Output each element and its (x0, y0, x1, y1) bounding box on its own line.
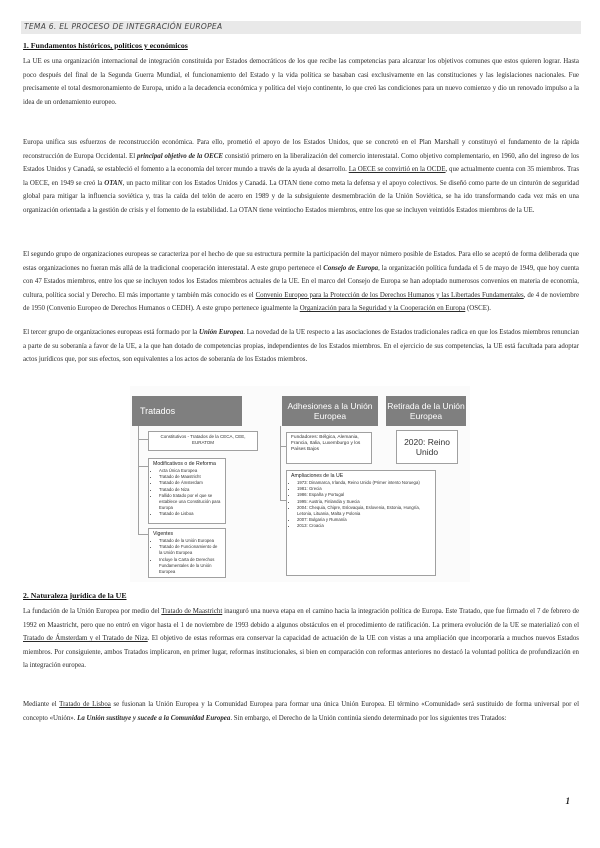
list-item: • Incluye la Carta de Derechos Fundamentales de la Unión Europea (159, 557, 221, 576)
list-item: • 2004: Chequia, Chipre, Eslovaquia, Eslovenia, Estonia, Hungría, Letonia, Lituania, Malta y Polonia (297, 505, 431, 517)
list-item: • Tratado de Niza (159, 487, 221, 493)
page-number: 1 (565, 796, 570, 806)
list-item: • 2007: Bulgaria y Rumanía (297, 517, 431, 523)
vigentes-box (148, 528, 226, 578)
section1-paragraph-4: El tercer grupo de organizaciones europeas está formado por la Unión Europea. La novedad de la UE respecto a las asociaciones de Estados tradicionales radica en que los Estados miembros renuncian a parte de su soberanía a favor de la UE, a la que han dotado de competencias propias, independientes de los Estados miembros. En el ejercicio de sus competencias, la UE está facultada para adoptar actos jurídicos que, por sus efectos, son equivalentes a los actos de soberanía de los Estados miembros. (23, 329, 579, 364)
section1-paragraph-3: El segundo grupo de organizaciones europeas se caracteriza por el hecho de que su estructura permite la participación del mayor número posible de Estados. Para ello se aceptó de forma deliberada que estas organizaciones no fueran más allá de la tradicional cooperación interestatal. A este grupo pertenece el Consejo de Europa, la organización política fundada el 5 de mayo de 1949, que hoy cuenta con 47 Estados miembros, entre los que se incluyen todos los Estados miembros actuales de la UE. En el marco del Consejo de Europa se han adoptado numerosos convenios en materia de economía, cultura, política social y Derecho. El más importante y también más conocido es el Convenio Europeo para la Protección de los Derechos Humanos y las Libertades Fundamentales, de 4 de noviembre de 1950 (Convenio Europeo de Derechos Humanos o CEDH). A este grupo pertenece igualmente la Organización para la Seguridad y la Cooperación en Europa (OSCE). (23, 251, 579, 313)
reino-unido-box: 2020: Reino Unido (396, 430, 458, 464)
connector-line (138, 426, 139, 534)
ampliaciones-box (286, 470, 436, 576)
connector-line (280, 426, 281, 500)
list-item: • 2013: Croacia (297, 523, 431, 529)
section2-paragraph-2: Mediante el Tratado de Lisboa se fusionan la Unión Europea y la Comunidad Europea para formar una única Unión Europea. El término «Comunidad» será sustituido de forma universal por el concepto «Unión». La Unión sustituye y sucede a la Comunidad Europea. Sin embargo, el Derecho de la Unión continúa siendo determinado por los siguientes tres Tratados: (23, 701, 579, 722)
section2-paragraph-1: La fundación de la Unión Europea por medio del Tratado de Maastricht inauguró una nueva etapa en el camino hacia la integración política de Europa. Este Tratado, que fue firmado el 7 de febrero de 1992 en Maastricht, pero que no entró en vigor hasta el 1 de noviembre de 1993 debido a algunos obstáculos en el procedimiento de ratificación. La primera evolución de la UE se materializó con el Tratado de Ámsterdam y el Tratado de Niza. El objetivo de estas reformas era conservar la capacidad de actuación de la UE con vistas a una ampliación que incorporaría a muchos nuevos Estados miembros. Por consiguiente, ambos Tratados implicaron, en primer lugar, reformas institucionales, si bien en comparación con reformas anteriores no destacó la voluntad política de profundización en la integración europea. (23, 608, 580, 670)
list-item: • Acta Única Europea (159, 468, 221, 474)
section1-paragraph-1: La UE es una organización internacional de integración constituida por Estados democráticos de los que recibe las competencias para alcanzar los objetivos comunes que estos quieren lograr. Hasta poco después del final de la Segunda Guerra Mundial, el funcionamiento del Estado y la vida política se basaban casi exclusivamente en las constituciones y las legislaciones nacionales. Fue precisamente el total desmoronamiento de Europa, unido a la decadencia económica y política del viejo continente, lo que creó las condiciones para un nuevo comienzo y dio un renovado impulso a la idea de un ordenamiento europeo. (23, 58, 579, 106)
connector-line (138, 466, 148, 467)
list-item: • 1986: España y Portugal (297, 492, 431, 498)
tratados-header: Tratados (132, 396, 242, 426)
list-item: • Tratado de Funcionamiento de la Unión Europea (159, 544, 221, 556)
header-bar (21, 21, 581, 34)
list-item: • Tratado de Lisboa (159, 511, 221, 517)
constitutivos-box: Constitutivos - Tratados de la CECA, CEE, EURATOM (148, 431, 258, 451)
section1-paragraph-2: Europa unifica sus esfuerzos de reconstrucción económica. Para ello, prometió el apoyo de los Estados Unidos, que se concretó en el Plan Marshall y constituyó el fundamento de la rápida reconstrucción de Europa Occidental. El principal objetivo de la OECE consistió primero en la liberalización del comercio interestatal. Como objetivo complementario, en 1960, año del ingreso de los Estados Unidos y Canadá, se estableció el fomento a la economía del tercer mundo a través de la ayuda al desarrollo. La OECE se convirtió en la OCDE, que actualmente cuenta con 35 miembros. Tras la OECE, en 1949 se creó la OTAN, un pacto militar con los Estados Unidos y Canadá. La OTAN tiene como meta la defensa y el apoyo colectivos. Se diseñó como parte de un cinturón de seguridad global para mitigar la influencia soviética y, tras la caída del telón de acero en 1989 y de la subsiguiente desmembración de la Unión Soviética, se ha ido transformando cada vez más en una organización orientada a la gestión de crisis y el fomento de la estabilidad. La OTAN tiene veintiocho Estados miembros, entre los que se incluyen veintidós Estados miembros de la UE. (23, 139, 579, 214)
fundadores-box: Fundadores: Bélgica, Alemania, Francia, Italia, Luxemburgo y los Países Bajos (286, 432, 372, 464)
list-item: • 1981: Grecia (297, 486, 431, 492)
connector-line (138, 534, 148, 535)
modificativos-title: Modificativos o de Reforma (153, 461, 216, 467)
list-item: • Tratado de Ámsterdam (159, 480, 221, 486)
adhesiones-header: Adhesiones a la Unión Europea (282, 396, 378, 426)
header-title: TEMA 6. EL PROCESO DE INTEGRACIÓN EUROPEA (24, 22, 223, 31)
list-item: • 1995: Austria, Finlandia y Suecia (297, 499, 431, 505)
list-item: • Tratado de la Unión Europea (159, 538, 221, 544)
connector-line (138, 439, 148, 440)
eu-treaties-diagram (130, 386, 470, 582)
modificativos-box (148, 458, 226, 524)
section1-heading: 1. Fundamentos históricos, políticos y económicos (23, 41, 188, 50)
section2-heading: 2. Naturaleza jurídica de la UE (23, 591, 127, 600)
list-item: • 1973: Dinamarca, Irlanda, Reino Unido (Primer intento Noruega) (297, 480, 431, 486)
vigentes-title: Vigentes (153, 531, 174, 537)
list-item: • Fallido tratado por el que se establece una Constitución para Europa (159, 493, 221, 512)
list-item: • Tratado de Maastricht (159, 474, 221, 480)
ampliaciones-title: Ampliaciones de la UE (291, 473, 344, 479)
retirada-header: Retirada de la Unión Europea (386, 396, 466, 426)
